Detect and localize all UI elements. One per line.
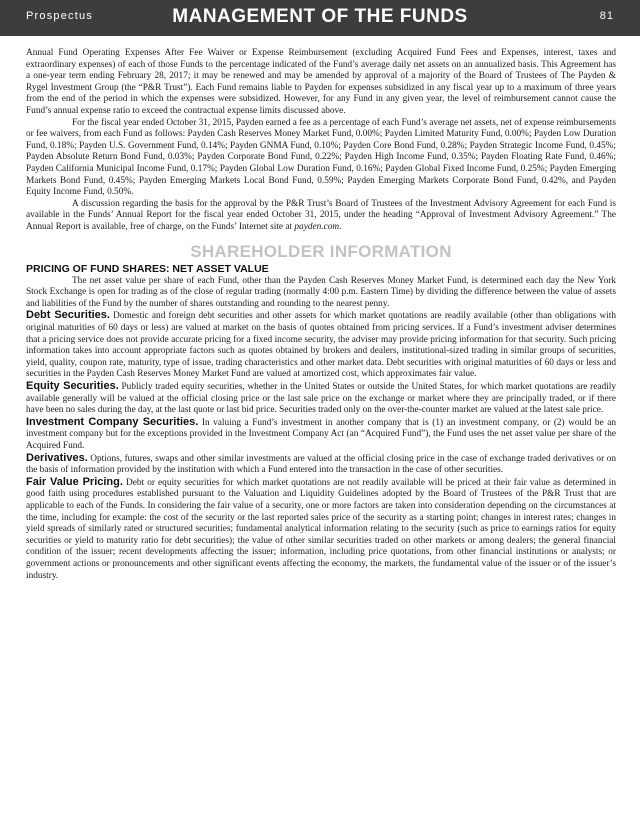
debt-securities-heading: Debt Securities. — [26, 309, 110, 322]
derivatives-paragraph — [26, 453, 616, 477]
equity-securities-paragraph — [26, 381, 616, 417]
derivatives-text: Options, futures, swaps and other similar investments are valued at the official closing price in the case of exchange traded derivatives or on the basis of information provided by the institution with which a Fund entered into the transaction in the case of other securities. — [26, 453, 616, 476]
header-section-title: MANAGEMENT OF THE FUNDS — [172, 6, 468, 27]
intro-paragraph-3-end: . — [339, 221, 342, 232]
investment-company-text: In valuing a Fund’s investment in another company that is (1) an investment company, or (2) would be an investment company but for the exceptions provided in the Investment Company Act (an “Acquired Fund”), the Fund uses the net asset value per share of the Acquired Fund. — [26, 417, 617, 451]
investment-company-paragraph — [26, 417, 616, 453]
debt-securities-text: Domestic and foreign debt securities and other assets for which market quotations are readily available (other than obligations with original maturities of 60 days or less) are valued at market on the basis of quotes obtained from pricing services. If a Fund’s investment adviser determines that a pricing service does not provide accurate pricing for a fixed income security, the adviser may provide pricing information for that security. Such pricing information takes into account appropriate factors such as quotes obtained by brokers and dealers, institutional-sized trading in similar groups of securities, yield, quality, coupon rate, maturity, type of issue, trading characteristics and other market data. Debt securities with original maturities of 60 days or less and securities in the Payden Cash Reserves Money Market Fund are valued at amortized cost, which approximates fair value. — [26, 311, 617, 380]
fair-value-pricing-paragraph — [26, 477, 616, 582]
derivatives-heading: Derivatives. — [26, 451, 88, 464]
fair-value-pricing-text: Debt or equity securities for which market quotations are not readily available will be priced at their fair value as determined in good faith using procedures established pursuant to the Valuation and Liquidity Guidelines adopted by the Board of Trustees of the P&R Trust that are applicable to each of the Funds. In considering the fair value of a security, one or more factors are taken into consideration depending on the circumstances at the time, including for example: the cost of the security or the last reported sales price of the security as a starting point; changes in interest rates; changes in yield spreads of similarly rated or structured securities; fundamental analytical information relating to the security (such as price to earnings ratios for equity securities or yield to maturity ratio for debt securities); the value of other similar securities traded on other markets or among dealers; the general financial condition of the issuer; recent developments affecting the issuer; information, including price quotations, from other financial institutions or analysts; or government actions or pronouncements and other significant events affecting the economy, the markets, the fundamental value of the issuer or of the issuer’s industry. — [26, 477, 616, 581]
shareholder-information-heading: SHAREHOLDER INFORMATION — [190, 241, 452, 261]
debt-securities-paragraph — [26, 310, 616, 381]
intro-paragraph-1: Annual Fund Operating Expenses After Fee Waiver or Expense Reimbursement (excluding Acquired Fund Fees and Expenses, interest, taxes and extraordinary expenses) of each of those Funds to the percentage indicated of the Fund’s average daily net assets on an annualized basis. This Agreement has a one-year term ending February 28, 2017; it may be renewed and may be amended by approval of a majority of the Board of Trustees of The Payden & Rygel Investment Group (the “P&R Trust”). Each Fund remains liable to Payden for expenses subsidized in any fiscal year up to a maximum of three years from the end of the period in which the expenses were subsidized. However, for any Fund in any given year, the level of reimbursement cannot cause the Fund’s annual expense ratio to exceed the contractual expense limits discussed above. — [26, 48, 616, 116]
page-body — [26, 48, 616, 582]
page-header — [0, 0, 640, 36]
intro-paragraph-2: For the fiscal year ended October 31, 2015, Payden earned a fee as a percentage of each Fund’s average net assets, net of expense reimbursements or fee waivers, from each Fund as follows: Payden Cash Reserves Money Market Fund, 0.00%; Payden Limited Maturity Fund, 0.00%; Payden Low Duration Fund, 0.18%; Payden U.S. Government Fund, 0.14%; Payden GNMA Fund, 0.10%; Payden Core Bond Fund, 0.28%; Payden Strategic Income Fund, 0.45%; Payden Absolute Return Bond Fund, 0.03%; Payden Corporate Bond Fund, 0.22%; Payden High Income Fund, 0.35%; Payden Floating Rate Fund, 0.46%; Payden California Municipal Income Fund, 0.17%; Payden Global Low Duration Fund, 0.16%; Payden Global Fixed Income Fund, 0.25%; Payden Emerging Markets Bond Fund, 0.45%; Payden Emerging Markets Local Bond Fund, 0.59%; Payden Emerging Markets Corporate Bond Fund, 0.42%, and Payden Equity Income Fund, 0.50%. — [26, 117, 616, 198]
equity-securities-text: Publicly traded equity securities, whether in the United States or outside the United States, for which market quotations are readily available generally will be valued at the official closing price or the last sale price on the exchange or market where they are principally traded, or if there have been no sales during the day, at the last quote or last bid price. Securities traded only on the over-the-counter market are valued at the latest sale price. — [26, 382, 616, 416]
investment-company-heading: Investment Company Securities. — [26, 415, 199, 428]
intro-paragraph-3 — [26, 199, 616, 234]
net-asset-value-paragraph: The net asset value per share of each Fund, other than the Payden Cash Reserves Money Market Fund, is determined each day the New York Stock Exchange is open for trading as of the close of regular trading (normally 4:00 p.m. Eastern Time) by dividing the difference between the value of assets and liabilities of the Fund by the number of shares outstanding and rounding to the nearest penny. — [26, 275, 616, 309]
net-asset-value-heading: PRICING OF FUND SHARES: NET ASSET VALUE — [26, 263, 269, 276]
header-document-label: Prospectus — [26, 10, 94, 22]
website-link[interactable]: payden.com — [294, 221, 340, 232]
intro-paragraph-3-text: A discussion regarding the basis for the approval by the P&R Trust’s Board of Trustees of the Investment Advisory Agreement for each Fund is available in the Funds’ Annual Report for the fiscal year ended October 31, 2015, under the heading “Approval of Investment Advisory Agreement.” The Annual Report is available, free of charge, on the Funds’ Internet site at — [26, 198, 616, 232]
page-number: 81 — [599, 10, 614, 22]
fair-value-pricing-heading: Fair Value Pricing. — [26, 475, 123, 488]
equity-securities-heading: Equity Securities. — [26, 380, 119, 393]
